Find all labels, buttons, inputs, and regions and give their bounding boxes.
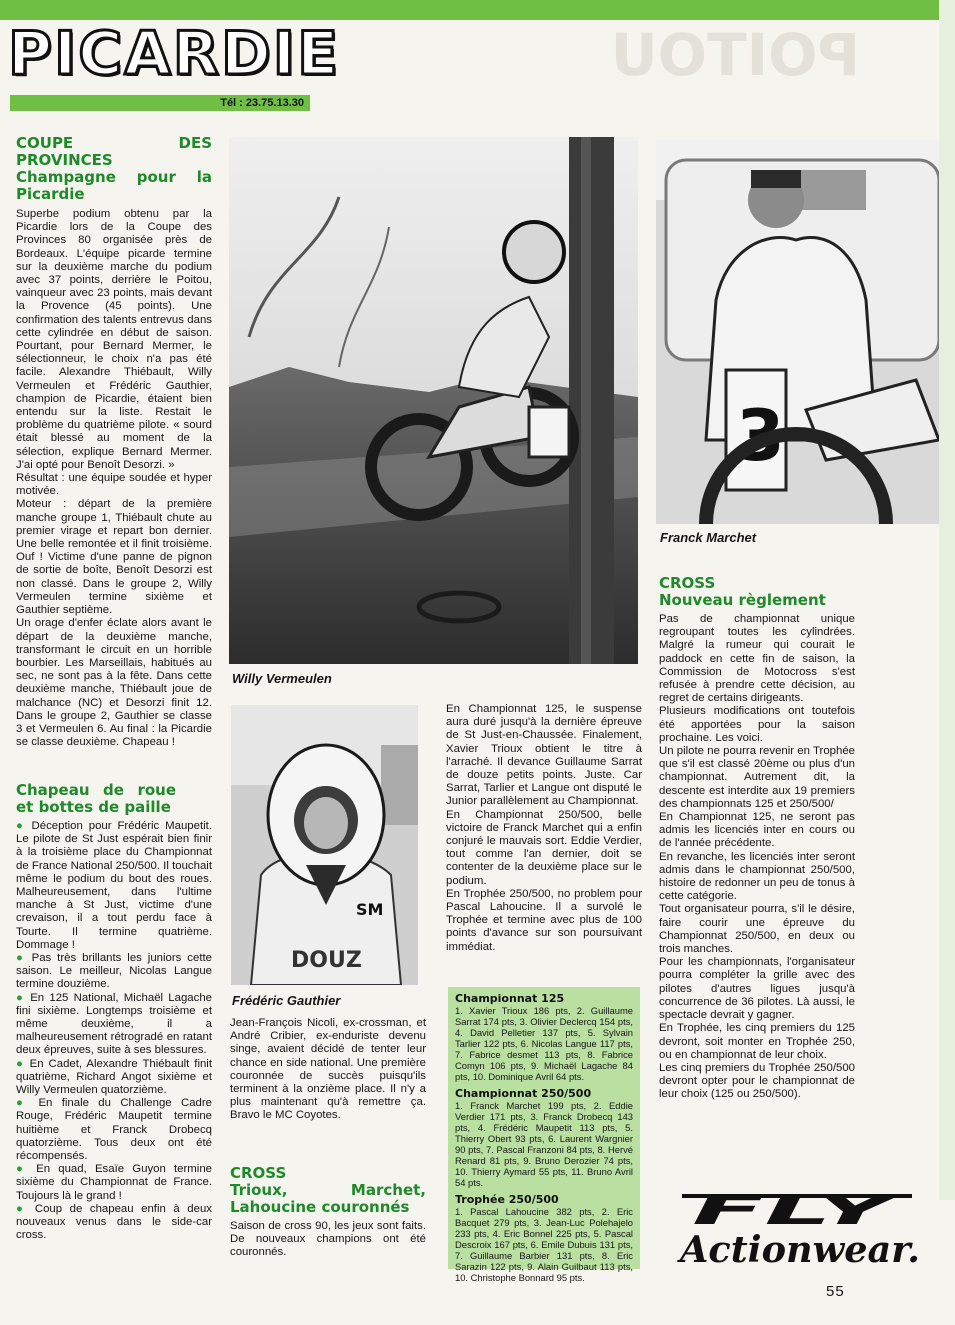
- article-title: Chapeau de roue et bottes de paille: [16, 781, 176, 816]
- list-item: ● Coup de chapeau enfin à deux nouveaux venus dans le side-car cross.: [16, 1202, 212, 1242]
- article-coupe-des-provinces: [16, 135, 212, 850]
- paragraph: Tout organisateur pourra, s'il le désire, faire courir une épreuve du Championnat 250/500, en deux ou trois manches.: [659, 903, 855, 956]
- bullet-icon: ●: [16, 1202, 35, 1215]
- list-item: ● Pas très brillants les juniors cette saison. Le meilleur, Nicolas Langue termine douzième.: [16, 952, 213, 991]
- header-phone: Tél : 23.75.13.30: [10, 95, 310, 111]
- paragraph: Un orage d'enfer éclate alors avant le départ de la deuxième manche, transformant le circuit en un horrible bourbier. Les Marseillais, habitués au sec, ne sont pas à la fête. Dans cette deuxième manche, Thiébault joue de malchance (NC) et Desorzi finit 12. Dans le groupe 2, Gauthier se classe 3 et Vermeulen 6. Au final : la Picardie se classe deuxième. Chapeau !: [16, 617, 212, 749]
- paragraph: En Championnat 125, ne seront pas admis les licenciés inter en cours ou de l'année précédente.: [659, 811, 855, 850]
- bullet-icon: ●: [16, 1097, 39, 1110]
- photo-willy-vermeulen: [229, 137, 638, 664]
- paragraph: En Trophée, les cinq premiers du 125 devront, soit monter en Trophée 250, ou en championnat de leur choix.: [659, 1022, 855, 1061]
- list-item: ● En 125 National, Michaël Lagache fini sixième. Longtemps troisième et même deuxième, il a malheureusement rétrogradé en ratant deux épreuves, suite à ses blessures.: [16, 991, 213, 1057]
- list-item: ● En Cadet, Alexandre Thiébault finit quatrième, Richard Angot sixième et Willy Vermeulen quatorzième.: [16, 1057, 212, 1097]
- paragraph: En revanche, les licenciés inter seront admis dans le championnat 250/500, histoire de redonner un peu de tonus à cette catégorie.: [659, 850, 855, 903]
- paragraph: Superbe podium obtenu par la Picardie lors de la Coupe des Provinces 80 organisée près de Bordeaux. L'équipe picarde termine sur la deuxième marche du podium avec 37 points, derrière le Poitou, vainqueur avec 23 points, mais devant la Provence (45 points). Une confirmation des talents entrevus dans cette cylindrée en début de saison. Pourtant, pour Bernard Mermer, le sélectionneur, le choix n'a pas été facile. Alexandre Thiébault, Willy Vermeulen et Frédéric Gauthier, champion de Picardie, étaient bien entendu sur la liste. Restait le problème du quatrième pilote. « sourd était blessé au moment de la sélection, explique Bernard Mermer. J'ai opté pour Benoît Desorzi. »: [16, 208, 212, 471]
- photo-caption: Frédéric Gauthier: [232, 993, 341, 1008]
- list-item: ● Déception pour Frédéric Maupetit. Le pilote de St Just espérait bien finir à la troisième place du Championnat de France National 250/500. Il touchait même le podium du bout des roues. Malheureusement, dans l'ultime manche à St Just, victime d'une crevaison, il a tout perdu face à Tourte. Il termine quatrième. Dommage !: [16, 820, 212, 951]
- paragraph: Les cinq premiers du Trophée 250/500 devront opter pour le championnat de leur choix (125 ou 250/500).: [659, 1061, 855, 1101]
- article-chapeau-de-roue: [16, 782, 212, 1272]
- results-text: 1. Xavier Trioux 186 pts, 2. Guillaume Sarrat 174 pts, 3. Olivier Declercq 154 pts, 4. David Pelletier 137 pts, 5. Sylvain Tarlier 122 pts, 6. Nicolas Langue 117 pts, 7. Fabrice desmet 113 pts, 8. Fabrice Comyn 106 pts, 9. Michaël Lagache 84 pts, 10. Dominique Avril 64 pts.: [455, 1005, 633, 1082]
- bullet-icon: ●: [16, 952, 32, 965]
- photo-caption: Willy Vermeulen: [232, 671, 332, 686]
- paragraph: En Championnat 125, le suspense aura duré jusqu'à la dernière épreuve de St Just-en-Chaussée. Finalement, Xavier Trioux obtient le titre à l'arraché. Il devance Guillaume Sarrat de douze petits points. Juste. Car Sarrat, Tarlier et Langue ont disputé le Junior parallèlement au Championnat.: [446, 703, 642, 808]
- region-title: PICARDIE: [8, 19, 341, 89]
- article-title: Trioux, Marchet, Lahoucine couronnés: [230, 1181, 426, 1216]
- page-edge-tint: [939, 0, 955, 1200]
- results-heading: Championnat 125: [455, 992, 565, 1005]
- paragraph: Un pilote ne pourra revenir en Trophée que s'il est classé 20ème ou plus d'un championnat. Autrement dit, la descente est interdite aux 19 premiers des championnats 125 et 250/500/: [659, 745, 855, 810]
- article-title: Nouveau règlement: [659, 591, 826, 609]
- list-item: ● En quad, Esaïe Guyon termine sixième du Championnat de France. Toujours là le grand !: [16, 1163, 212, 1202]
- photo-franck-marchet: [656, 140, 939, 524]
- results-heading: Trophée 250/500: [455, 1193, 559, 1206]
- paragraph: Jean-François Nicoli, ex-crossman, et André Cribier, ex-enduriste devenu singe, avaient décidé de tenter leur chance en side national. Une première couronnée de succès puisqu'ils terminent à la onzième place. Il n'y a plus maintenant qu'à remettre ça. Bravo le MC Coyotes.: [230, 1017, 426, 1122]
- svg-text:3: 3: [736, 395, 785, 477]
- paragraph: Pour les championnats, l'organisateur pourra compléter la grille avec des pilotes d'autres ligues jusqu'à concurrence de 36 pilotes. Là aussi, le spectacle devrait y gagner.: [659, 956, 855, 1022]
- photo-frederic-gauthier: [231, 705, 418, 985]
- results-text: 1. Franck Marchet 199 pts, 2. Eddie Verdier 171 pts, 3. Franck Drobecq 143 pts, 4. Frédéric Maupetit 113 pts, 5. Thierry Obert 93 pts, 6. Laurent Wargnier 90 pts, 7. Pascal Franzoni 84 pts, 8. Hervé Renard 81 pts, 9. Bruno Derozier 74 pts, 10. Thierry Aymard 55 pts, 11. Bruno Avril 54 pts.: [455, 1100, 633, 1188]
- paragraph: Saison de cross 90, les jeux sont faits. De nouveaux champions ont été couronnés.: [230, 1220, 426, 1259]
- paragraph: Plusieurs modifications ont toutefois été apportées pour la saison prochaine. Les voici.: [659, 705, 855, 744]
- bullet-icon: ●: [16, 1057, 30, 1070]
- article-heading: [16, 135, 212, 203]
- article-title: Champagne pour la Picardie: [16, 168, 212, 203]
- svg-text:SM: SM: [356, 900, 384, 919]
- paragraph: Résultat : une équipe soudée et hyper motivée.: [16, 472, 212, 498]
- ad-brand: FLY: [692, 1188, 903, 1234]
- article-nouveau-reglement: [659, 575, 855, 1175]
- page-number: 55: [826, 1283, 845, 1300]
- results-box: [448, 987, 640, 1283]
- nicoli-paragraph: [230, 1017, 426, 1142]
- article-cross-couronnes: [230, 1165, 426, 1275]
- results-text: 1. Pascal Lahoucine 382 pts, 2. Eric Bacquet 279 pts, 3. Jean-Luc Polehajelo 233 pts, 4. Eric Bonnel 225 pts, 5. Pascal Descroix 167 pts, 6. Emile Dubuis 131 pts, 7. Guillaume Barbier 131 pts, 8. Eric Sarazin 122 pts, 9. Alain Guilbaut 113 pts, 10. Christophe Bonnard 95 pts.: [455, 1206, 633, 1283]
- article-heading: [659, 575, 855, 609]
- article-kicker: CROSS: [659, 574, 716, 592]
- article-cross-suite: [446, 703, 642, 983]
- article-heading: [230, 1165, 426, 1216]
- ad-tagline: Actionwear.: [676, 1229, 920, 1271]
- bullet-icon: ●: [16, 991, 31, 1004]
- results-heading: Championnat 250/500: [455, 1087, 592, 1100]
- list-item: ● En finale du Challenge Cadre Rouge, Frédéric Maupetit termine huitième et Franck Drobecq quatorzième. Tous deux ont été récompensés.: [16, 1097, 213, 1163]
- bullet-icon: ●: [16, 820, 32, 832]
- paragraph: En Championnat 250/500, belle victoire de Franck Marchet qui a enfin conjuré le mauvais sort. Eddie Verdier, tout comme l'an dernier, doit se contenter de la deuxième place sur le podium.: [446, 808, 642, 887]
- paragraph: En Trophée 250/500, no problem pour Pascal Lahoucine. Il a survolé le Trophée et termine avec plus de 100 points d'avance sur son poursuivant immédiat.: [446, 887, 642, 953]
- show-through-heading: POITOU: [610, 21, 860, 89]
- photo-caption: Franck Marchet: [660, 530, 757, 545]
- paragraph: Pas de championnat unique regroupant toutes les cylindrées. Malgré la rumeur qui courait le paddock en cette fin de saison, la Commission de Motocross s'est refusée à prendre cette décision, au regret de certains dirigeants.: [659, 613, 855, 705]
- article-kicker: CROSS: [230, 1164, 287, 1182]
- svg-text:DOUZ: DOUZ: [291, 948, 362, 973]
- paragraph: Moteur : départ de la première manche groupe 1, Thiébault chute au premier virage et repart bon dernier. Une belle remontée et il finit troisième. Ouf ! Victime d'une panne de pignon de sortie de boîte, Benoît Desorzi est non classé. Dans le groupe 2, Willy Vermeulen termine sixième et Gauthier septième.: [16, 498, 212, 617]
- bullet-icon: ●: [16, 1163, 37, 1176]
- fly-actionwear-logo: [672, 1182, 934, 1272]
- article-kicker: COUPE DES PROVINCES: [16, 134, 212, 169]
